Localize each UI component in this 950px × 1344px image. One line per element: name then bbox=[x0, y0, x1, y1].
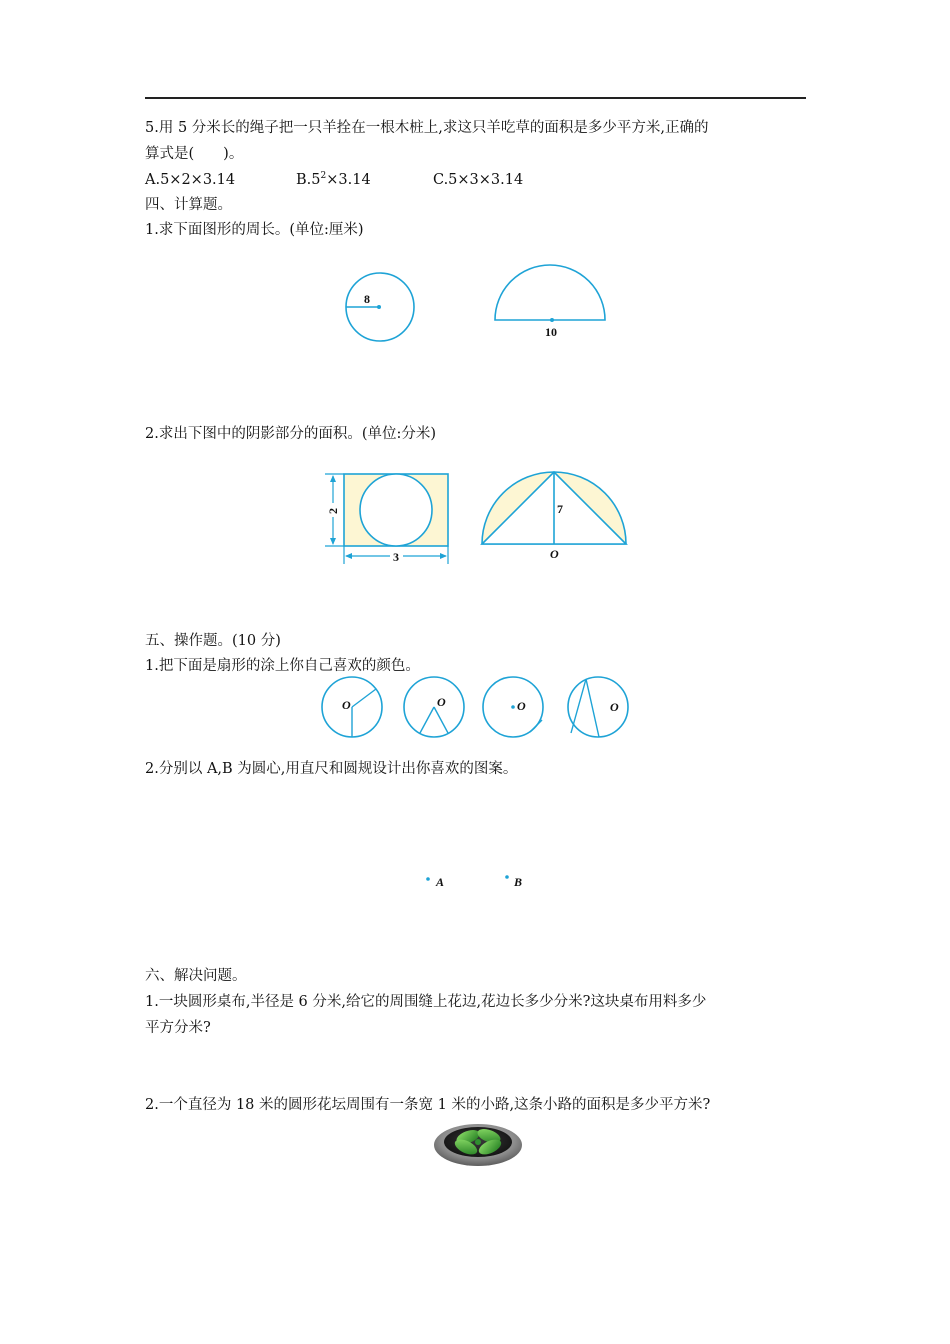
sector-circle-2-label: O bbox=[437, 695, 446, 709]
sector-circle-4-label: O bbox=[610, 700, 619, 714]
section5-title: 五、操作题。(10 分) bbox=[145, 633, 281, 649]
q2-width-label: 3 bbox=[393, 550, 399, 564]
section6-title: 六、解决问题。 bbox=[145, 968, 247, 984]
q5-option-c: C.5×3×3.14 bbox=[433, 172, 524, 188]
point-a-dot bbox=[426, 877, 430, 881]
q5-text-line2: 算式是( )。 bbox=[145, 146, 244, 162]
q1-circle-label: 8 bbox=[364, 292, 370, 306]
section6-q1-line1: 1.一块圆形桌布,半径是 6 分米,给它的周围缝上花边,花边长多少分米?这块桌布用料多少 bbox=[145, 994, 707, 1010]
sector-circle-1-label: O bbox=[342, 698, 351, 712]
section4-q1-text: 1.求下面图形的周长。(单位:厘米) bbox=[145, 222, 364, 238]
q2-tri-label: 7 bbox=[557, 502, 563, 516]
sector-circle-3-label: O bbox=[517, 699, 526, 713]
point-a-label: A bbox=[436, 875, 445, 889]
q1-semicircle-label: 10 bbox=[545, 325, 557, 339]
flower-bed-picture bbox=[432, 1117, 524, 1169]
section4-title: 四、计算题。 bbox=[145, 197, 232, 213]
q5-option-b: $B.5^2\times 3.14$ bbox=[296, 171, 371, 188]
point-b-label: B bbox=[514, 875, 523, 889]
q2-center-label: O bbox=[550, 547, 559, 561]
section4-q2-text: 2.求出下图中的阴影部分的面积。(单位:分米) bbox=[145, 426, 437, 442]
q5-text-line1: 5.用 5 分米长的绳子把一只羊拴在一根木桩上,求这只羊吃草的面积是多少平方米,正确的 bbox=[145, 120, 709, 136]
q5-option-a: A.5×2×3.14 bbox=[145, 172, 236, 188]
section6-q1-line2: 平方分米? bbox=[145, 1020, 211, 1036]
q2-height-label: 2 bbox=[326, 508, 340, 514]
section6-q2-text: 2.一个直径为 18 米的圆形花坛周围有一条宽 1 米的小路,这条小路的面积是多少平方米? bbox=[145, 1097, 711, 1113]
section5-q2-text: 2.分别以 A,B 为圆心,用直尺和圆规设计出你喜欢的图案。 bbox=[145, 761, 518, 777]
point-b-dot bbox=[505, 875, 509, 879]
section5-q1-text: 1.把下面是扇形的涂上你自己喜欢的颜色。 bbox=[145, 658, 420, 674]
